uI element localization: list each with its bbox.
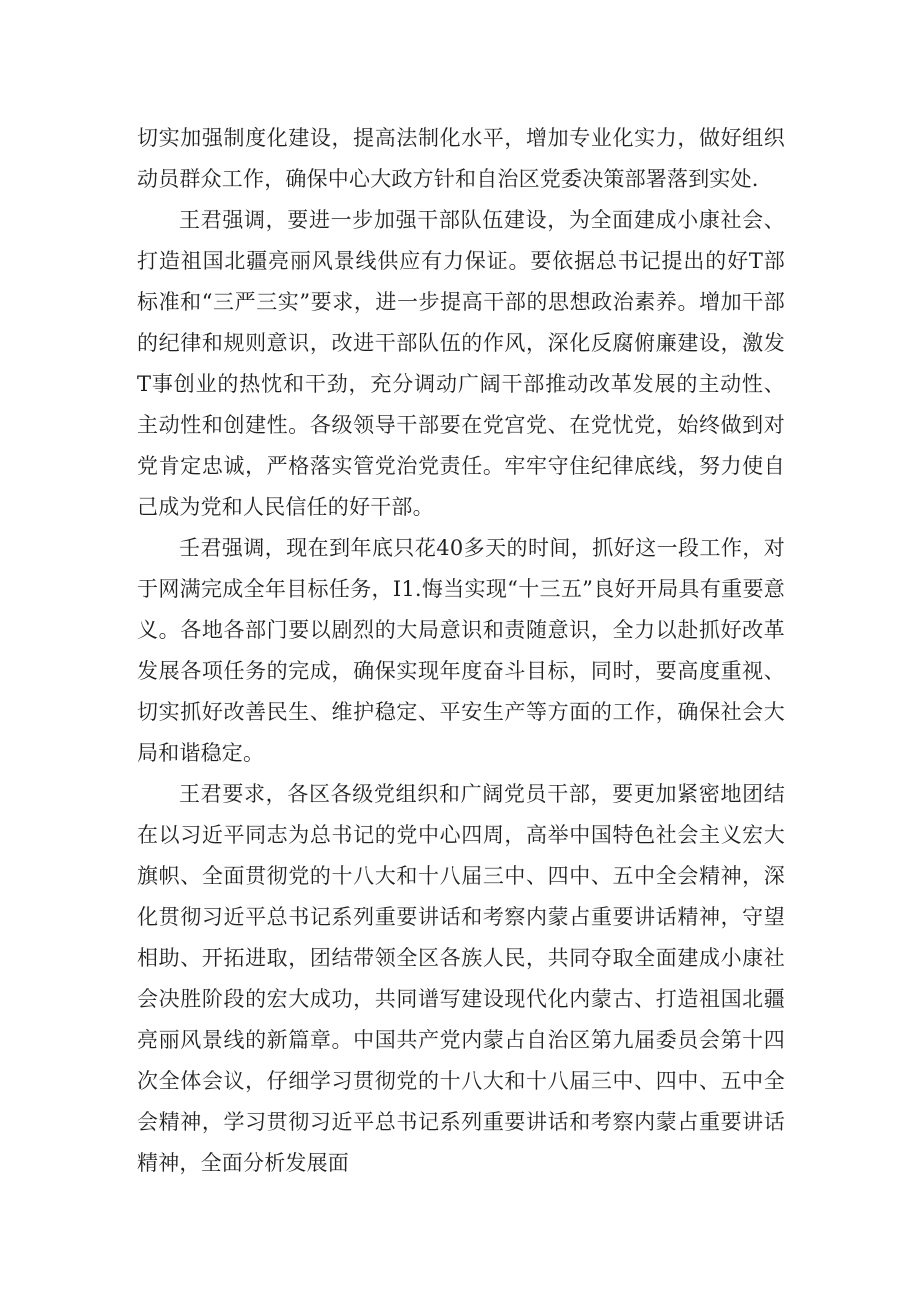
paragraph-4: 王君要求，各区各级党组织和广阔党员干部，要更加紧密地团结在以习近平同志为总书记的党中心四周，高举中国特色社会主义宏大旗帜、全面贯彻党的十八大和十八届三中、四中、五中全会精神，深化贯彻习近平总书记系列重要讲话和考察内蒙占重要讲话精神，守望相助、开拓进取，团结带领全区各族人民，共同夺取全面建成小康社会决胜阶段的宏大成功，共同谱写建设现代化内蒙古、打造祖国北疆亮丽风景线的新篇章。中国共产党内蒙占自治区第九届委员会第十四次全体会议，仔细学习贯彻党的十八大和十八届三中、四中、五中全会精神，学习贯彻习近平总书记系列重要讲话和考察内蒙占重要讲话精神，全面分析发展面 (137, 782, 785, 1175)
paragraph-3: 壬君强调，现在到年底只花40多天的时间，抓好这一段工作，对于网满完成全年目标任务，I1.悔当实现“十三五”良好开局具有重要意义。各地各部门要以剧烈的大局意识和责随意识，全力以赴抓好改革发展各项任务的完成，确保实现年度奋斗目标，同时，要高度重视、切实抓好改善民生、维护稳定、平安生产等方面的工作，确保社会大局和谐稳定。 (137, 536, 785, 765)
document-body (137, 118, 785, 1184)
paragraph-1: 切实加强制度化建设，提高法制化水平，增加专业化实力，做好组织动员群众工作，确保中心大政方针和自治区党委决策部署落到实处. (137, 126, 785, 191)
paragraph-2: 王君强调，要进一步加强干部队伍建设，为全面建成小康社会、打造祖国北疆亮丽风景线供应有力保证。要依据总书记提出的好T部标准和“三严三实”要求，进一步提高干部的思想政治素养。增加干部的纪律和规则意识，改进干部队伍的作风，深化反腐俯廉建设，激发T事创业的热忱和干劲，充分调动广阔干部推动改革发展的主动性、主动性和创建性。各级领导干部要在党宫党、在党忧党，始终做到对党肯定忠诚，严格落实管党治党责任。牢牢守住纪律底线，努力使自己成为党和人民信任的好干部。 (137, 208, 785, 519)
